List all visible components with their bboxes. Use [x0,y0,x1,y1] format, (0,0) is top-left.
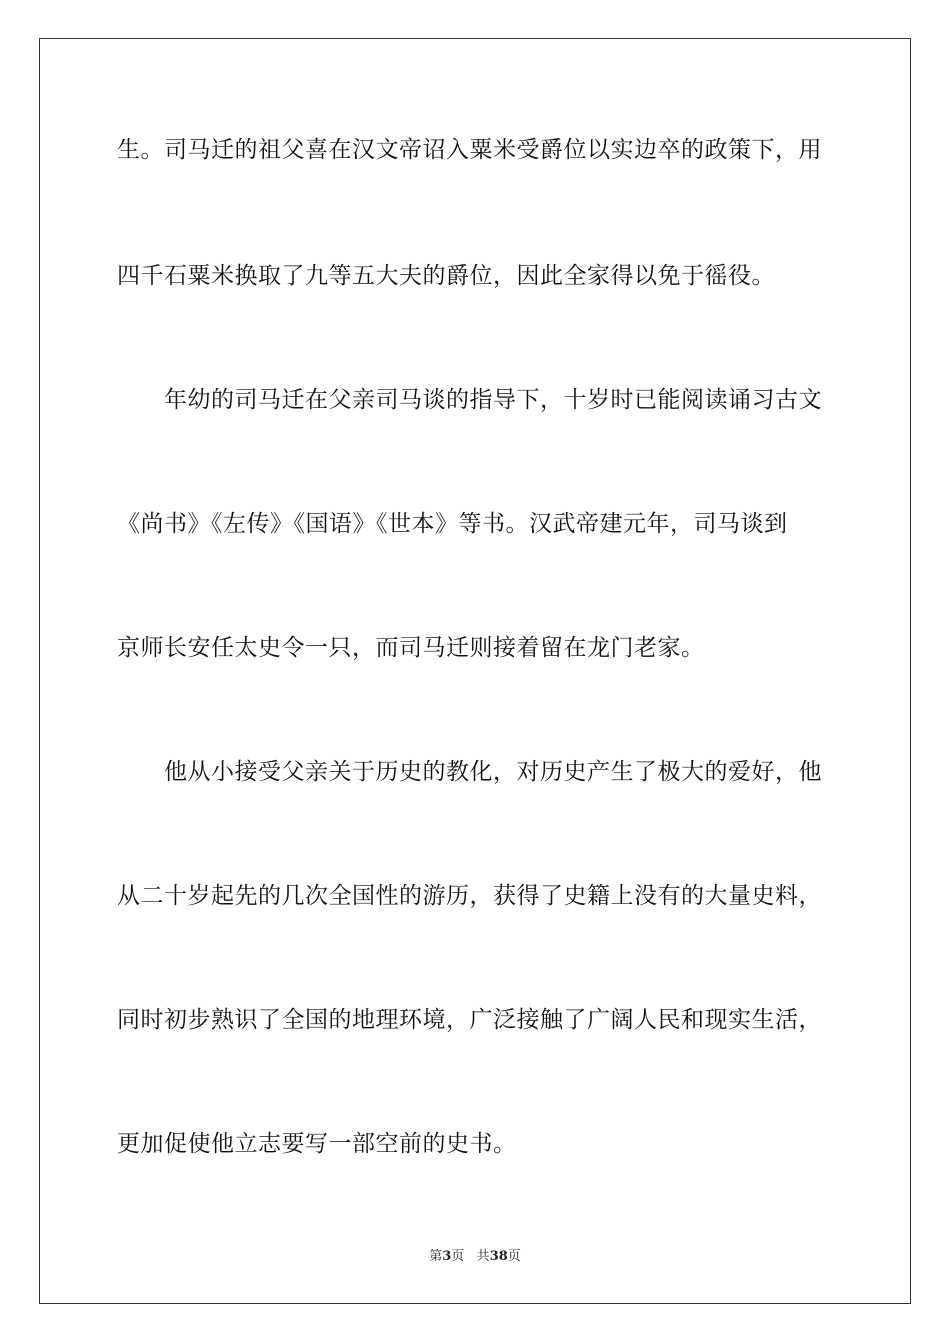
total-suffix: 页 [507,1249,521,1264]
text-line-8: 同时初步熟识了全国的地理环境，广泛接触了广阔人民和现实生活， [117,1007,822,1033]
text-line-9: 更加促使他立志要写一部空前的史书。 [117,1131,517,1157]
text-line-4: 《尚书》《左传》《国语》《世本》等书。汉武帝建元年，司马谈到 [117,511,788,537]
page-number: 3 [442,1249,452,1264]
text-line-6: 他从小接受父亲关于历史的教化，对历史产生了极大的爱好，他 [117,759,822,785]
text-line-1: 生。司马迁的祖父喜在汉文帝诏入粟米受爵位以实边卒的政策下，用 [117,137,822,163]
text-line-5: 京师长安任太史令一只，而司马迁则接着留在龙门老家。 [117,635,705,661]
page-footer [0,1245,950,1264]
text-line-3: 年幼的司马迁在父亲司马谈的指导下，十岁时已能阅读诵习古文 [117,387,822,413]
page-prefix: 第 [429,1249,443,1264]
page-frame [39,38,911,1304]
text-line-7: 从二十岁起先的几次全国性的游历，获得了史籍上没有的大量史料， [117,883,822,909]
text-line-2: 四千石粟米换取了九等五大夫的爵位，因此全家得以免于徭役。 [117,263,775,289]
page-suffix: 页 [451,1249,465,1264]
total-prefix: 共 [476,1249,490,1264]
total-pages: 38 [489,1249,508,1264]
